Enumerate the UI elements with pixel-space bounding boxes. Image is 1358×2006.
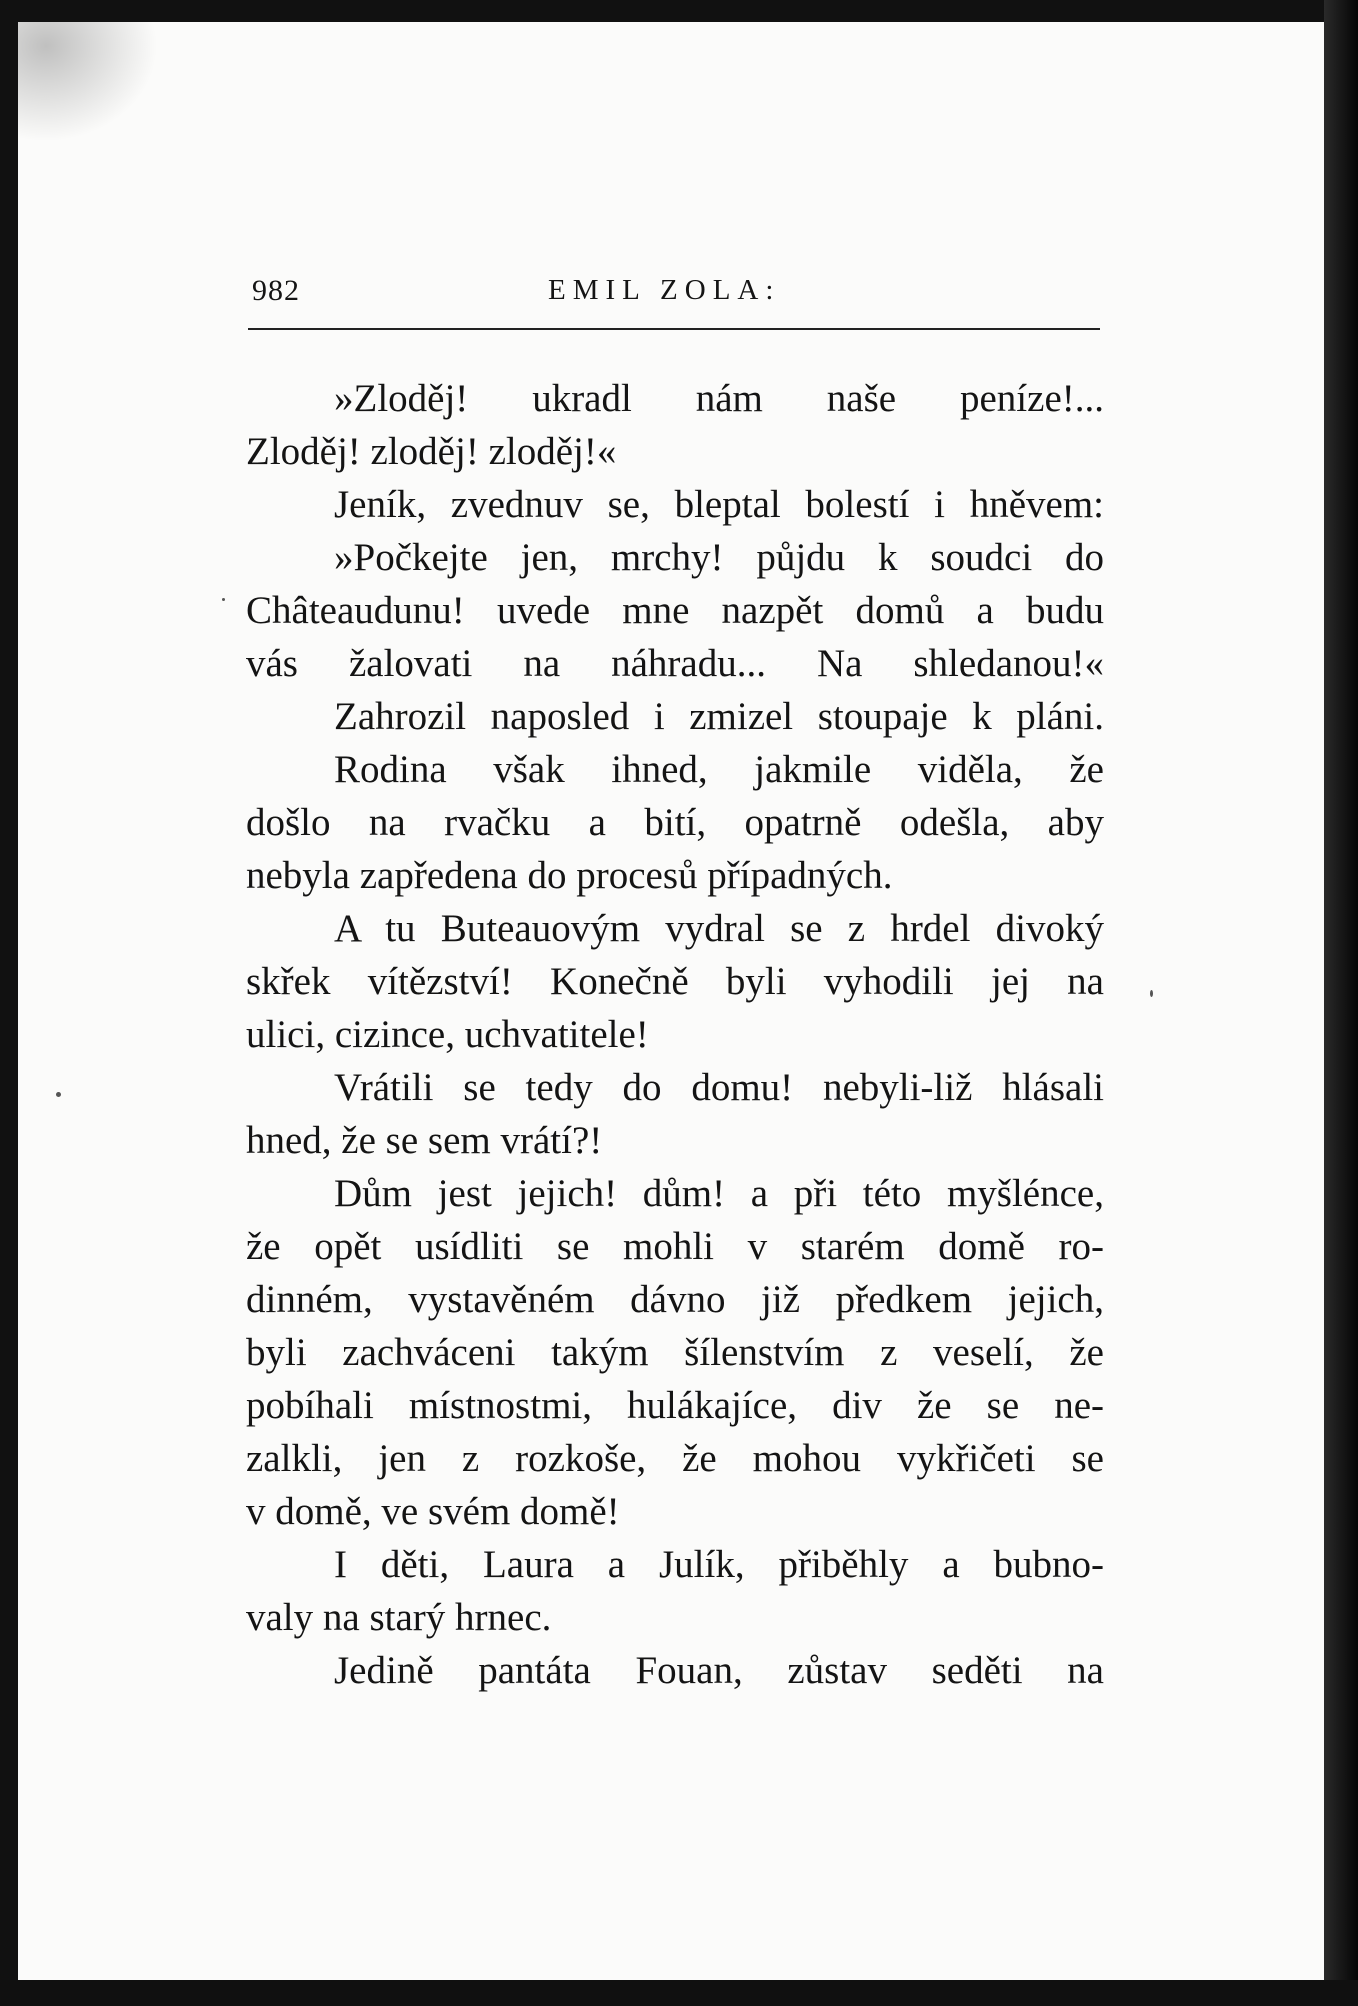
text-line: »Počkejte jen, mrchy! půjdu k soudci do [334,536,1104,579]
right-scan-shadow [1324,0,1358,2006]
ink-speck [56,1092,61,1097]
text-line: Châteaudunu! uvede mne nazpět domů a budu [246,589,1104,632]
text-line: vás žalovati na náhradu... Na shledanou!« [246,642,1104,685]
ink-speck [1150,990,1153,997]
ink-speck [222,598,225,601]
text-line: hned, že se sem vrátí?! [246,1119,603,1162]
text-line: nebyla zapředena do procesů případných. [246,854,893,897]
running-head [248,266,1100,330]
text-line: »Zloděj! ukradl nám naše peníze!... [334,377,1104,420]
text-line: Vrátili se tedy do domu! nebyli-liž hlásali [334,1066,1104,1109]
corner-smudge [18,22,158,142]
text-line: pobíhali místnostmi, hulákajíce, div že se ne- [246,1384,1104,1427]
bottom-scan-shadow [0,1980,1358,2006]
text-line: že opět usídliti se mohli v starém domě ro- [246,1225,1104,1268]
text-line: Jedině pantáta Fouan, zůstav seděti na [334,1649,1104,1692]
text-line: dinném, vystavěném dávno již předkem jejich, [246,1278,1104,1321]
text-line: zalkli, jen z rozkoše, že mohou vykřičeti se [246,1437,1104,1480]
text-line: byli zachváceni takým šílenstvím z veselí, že [246,1331,1104,1374]
text-line: valy na starý hrnec. [246,1596,552,1639]
text-line: A tu Buteauovým vydral se z hrdel divoký [334,907,1104,950]
text-line: došlo na rvačku a bití, opatrně odešla, aby [246,801,1104,844]
text-line: Jeník, zvednuv se, bleptal bolestí i hněvem: [334,483,1104,526]
body-text [246,372,1104,1697]
text-line: Zahrozil naposled i zmizel stoupaje k pláni. [334,695,1104,738]
page-number: 982 [252,274,300,307]
running-title: EMIL ZOLA: [548,274,781,306]
text-line: Dům jest jejich! dům! a při této myšlénce, [334,1172,1104,1215]
text-line: Zloděj! zloděj! zloděj!« [246,430,617,473]
text-line: ulici, cizince, uchvatitele! [246,1013,649,1056]
text-line: I děti, Laura a Julík, přiběhly a bubno- [334,1543,1104,1586]
text-line: v domě, ve svém domě! [246,1490,620,1533]
text-line: Rodina však ihned, jakmile viděla, že [334,748,1104,791]
text-line: skřek vítězství! Konečně byli vyhodili jej na [246,960,1104,1003]
